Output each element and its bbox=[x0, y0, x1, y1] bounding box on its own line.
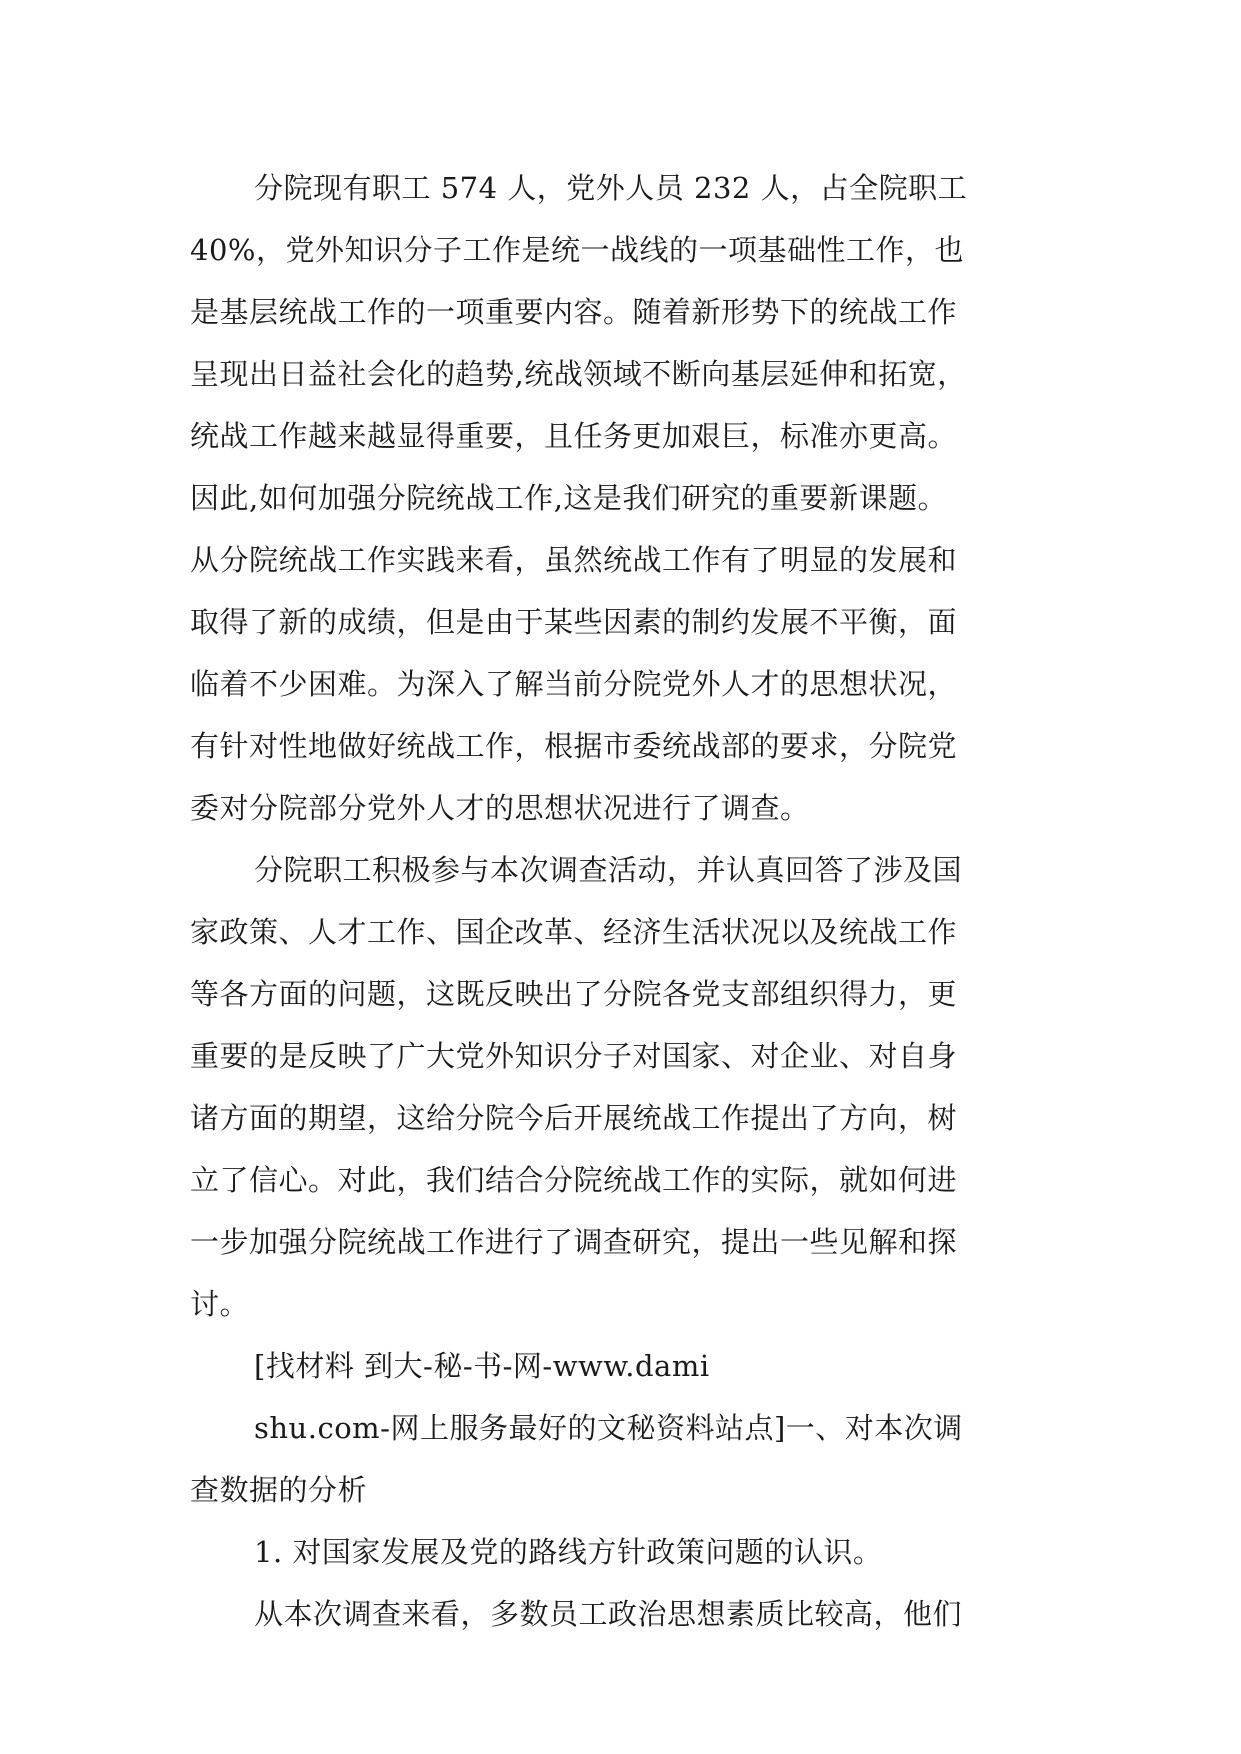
paragraph bbox=[190, 839, 1050, 1335]
text-line: 取得了新的成绩，但是由于某些因素的制约发展不平衡，面 bbox=[190, 605, 958, 639]
text-line: 有针对性地做好统战工作，根据市委统战部的要求，分院党 bbox=[190, 729, 958, 763]
text-line: 查数据的分析 bbox=[190, 1473, 368, 1507]
text-line: 家政策、人才工作、国企改革、经济生活状况以及统战工作 bbox=[190, 915, 958, 949]
text-line: 临着不少困难。为深入了解当前分院党外人才的思想状况， bbox=[190, 667, 958, 701]
text-line: 1. 对国家发展及党的路线方针政策问题的认识。 bbox=[254, 1535, 883, 1569]
paragraph bbox=[190, 157, 1050, 839]
paragraph bbox=[190, 1583, 1050, 1645]
text-line: 讨。 bbox=[190, 1287, 250, 1321]
text-line: 统战工作越来越显得重要，且任务更加艰巨，标准亦更高。 bbox=[190, 419, 958, 453]
text-line: 从本次调查来看，多数员工政治思想素质比较高，他们 bbox=[254, 1597, 963, 1631]
text-line: 40%，党外知识分子工作是统一战线的一项基础性工作，也 bbox=[190, 233, 964, 267]
text-line: 诸方面的期望，这给分院今后开展统战工作提出了方向，树 bbox=[190, 1101, 958, 1135]
text-line: 是基层统战工作的一项重要内容。随着新形势下的统战工作 bbox=[190, 295, 958, 329]
text-line: 立了信心。对此，我们结合分院统战工作的实际，就如何进 bbox=[190, 1163, 958, 1197]
text-line: shu.com-网上服务最好的文秘资料站点]一、对本次调 bbox=[254, 1411, 963, 1445]
text-line: 呈现出日益社会化的趋势,统战领域不断向基层延伸和拓宽， bbox=[190, 357, 967, 391]
text-line: 重要的是反映了广大党外知识分子对国家、对企业、对自身 bbox=[190, 1039, 958, 1073]
paragraph bbox=[190, 1521, 1050, 1583]
text-line: 分院现有职工 574 人，党外人员 232 人，占全院职工 bbox=[254, 171, 968, 205]
text-line: 委对分院部分党外人才的思想状况进行了调查。 bbox=[190, 791, 810, 825]
text-line: 因此,如何加强分院统战工作,这是我们研究的重要新课题。 bbox=[190, 481, 947, 515]
paragraph bbox=[190, 1335, 1050, 1397]
text-line: 等各方面的问题，这既反映出了分院各党支部组织得力，更 bbox=[190, 977, 958, 1011]
text-line: 一步加强分院统战工作进行了调查研究，提出一些见解和探 bbox=[190, 1225, 958, 1259]
text-line: 分院职工积极参与本次调查活动，并认真回答了涉及国 bbox=[254, 853, 963, 887]
text-line: 从分院统战工作实践来看，虽然统战工作有了明显的发展和 bbox=[190, 543, 958, 577]
document-body bbox=[190, 157, 1050, 1645]
paragraph bbox=[190, 1397, 1050, 1521]
text-line: [找材料 到大-秘-书-网-www.dami bbox=[254, 1349, 710, 1383]
